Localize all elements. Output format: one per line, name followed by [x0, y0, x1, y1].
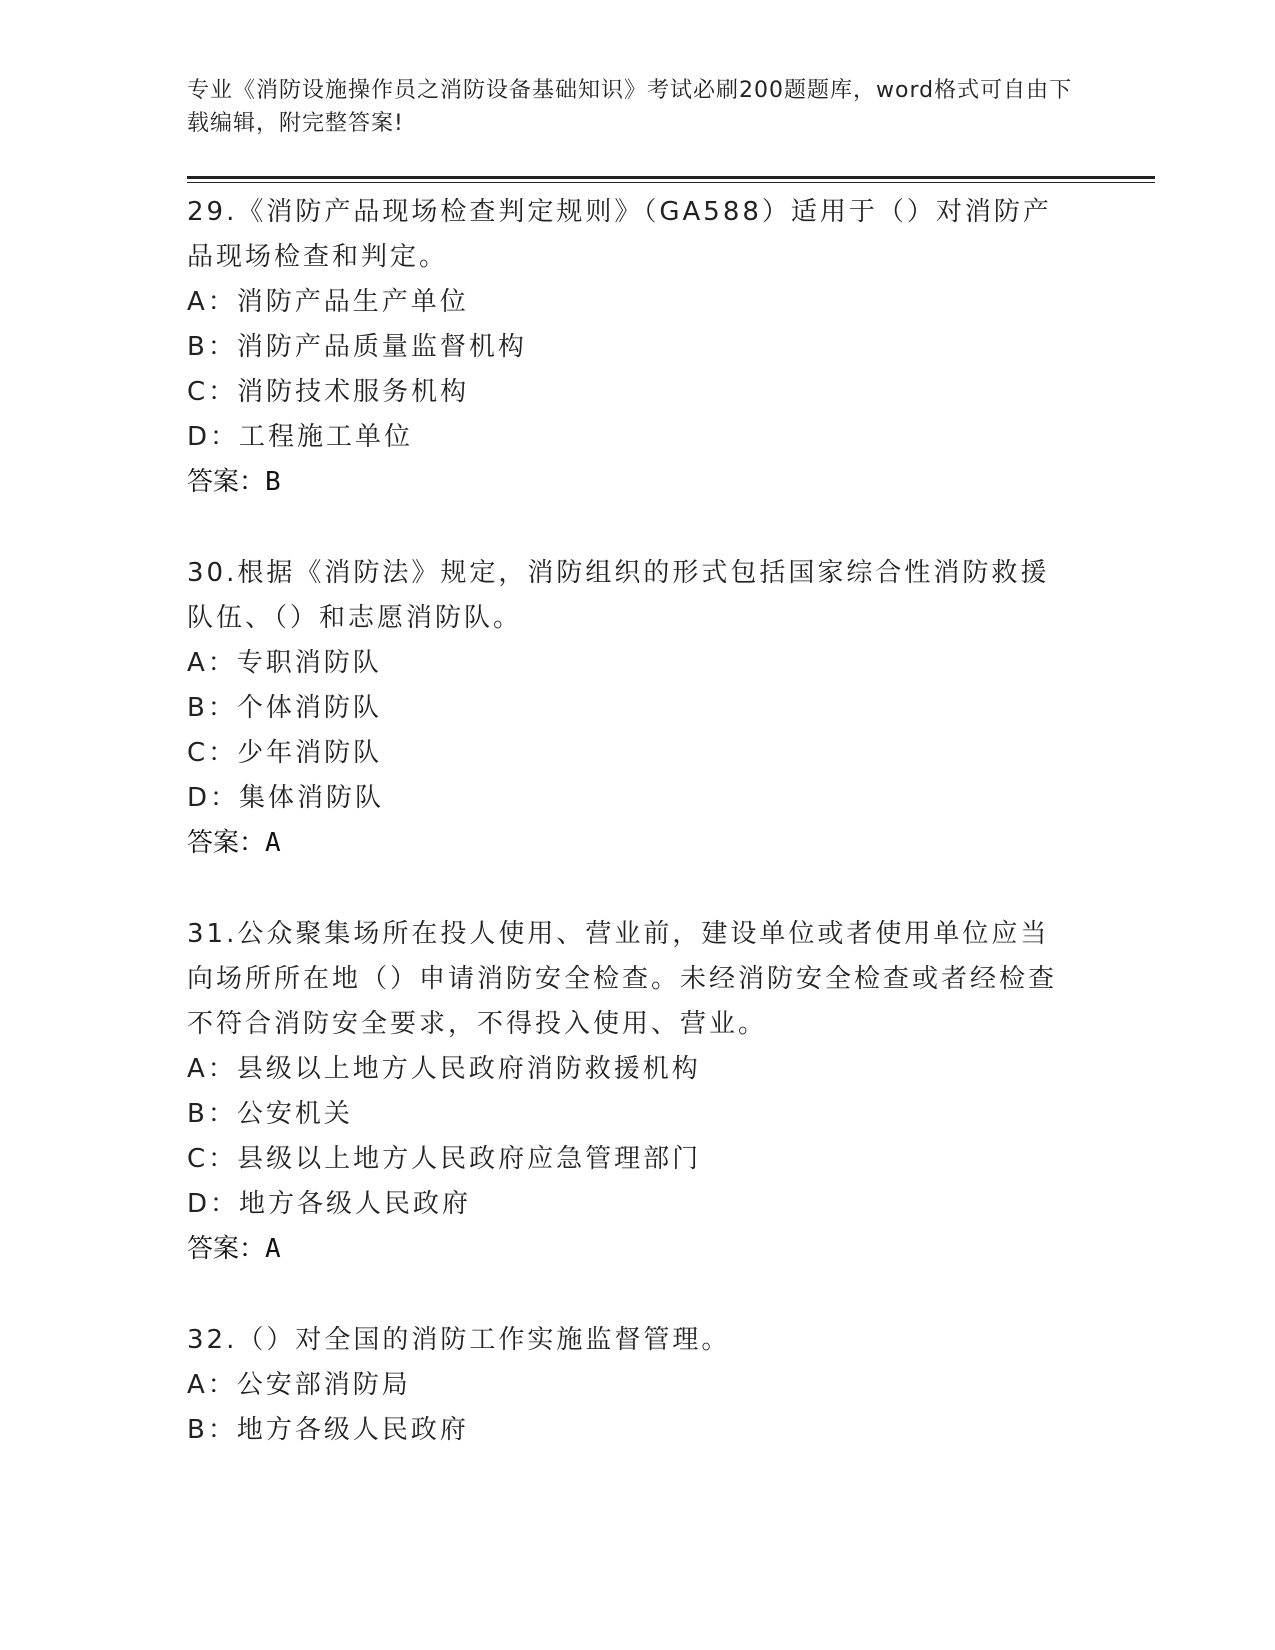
- option-d: D：地方各级人民政府: [187, 1189, 472, 1219]
- option-c: C：少年消防队: [187, 738, 383, 768]
- option-c: C：消防技术服务机构: [187, 377, 470, 407]
- answer-line: 答案：A: [187, 1234, 281, 1264]
- option-c: C：县级以上地方人民政府应急管理部门: [187, 1144, 702, 1174]
- question-stem: 31.公众聚集场所在投人使用、营业前，建设单位或者使用单位应当向场所所在地（）申请消防安全检查。未经消防安全检查或者经检查不符合消防安全要求，不得投入使用、营业。: [187, 919, 1058, 1039]
- answer-line: 答案：B: [187, 467, 281, 497]
- option-b: B：个体消防队: [187, 693, 382, 723]
- document-header: 专业《消防设施操作员之消防设备基础知识》考试必刷200题题库，word格式可自由下载编辑，附完整答案!: [187, 78, 1073, 136]
- question-stem: 30.根据《消防法》规定，消防组织的形式包括国家综合性消防救援队伍、（）和志愿消防队。: [187, 558, 1050, 633]
- option-b: B：公安机关: [187, 1099, 353, 1129]
- question-32: [187, 1318, 1077, 1453]
- question-stem: 29.《消防产品现场检查判定规则》（GA588）适用于（）对消防产品现场检查和判定。: [187, 197, 1052, 272]
- question-30: [187, 551, 1077, 866]
- option-b: B：地方各级人民政府: [187, 1415, 469, 1445]
- option-a: A：公安部消防局: [187, 1370, 411, 1400]
- option-d: D：集体消防队: [187, 783, 385, 813]
- option-d: D：工程施工单位: [187, 422, 414, 452]
- option-a: A：县级以上地方人民政府消防救援机构: [187, 1054, 701, 1084]
- header-divider-thin: [187, 182, 1155, 183]
- answer-line: 答案：A: [187, 828, 281, 858]
- question-stem: 32.（）对全国的消防工作实施监督管理。: [187, 1325, 731, 1355]
- option-b: B：消防产品质量监督机构: [187, 332, 527, 362]
- option-a: A：消防产品生产单位: [187, 287, 469, 317]
- header-divider-thick: [187, 176, 1155, 179]
- question-list: [187, 190, 1077, 1453]
- option-a: A：专职消防队: [187, 648, 382, 678]
- question-29: [187, 190, 1077, 505]
- question-31: [187, 912, 1077, 1272]
